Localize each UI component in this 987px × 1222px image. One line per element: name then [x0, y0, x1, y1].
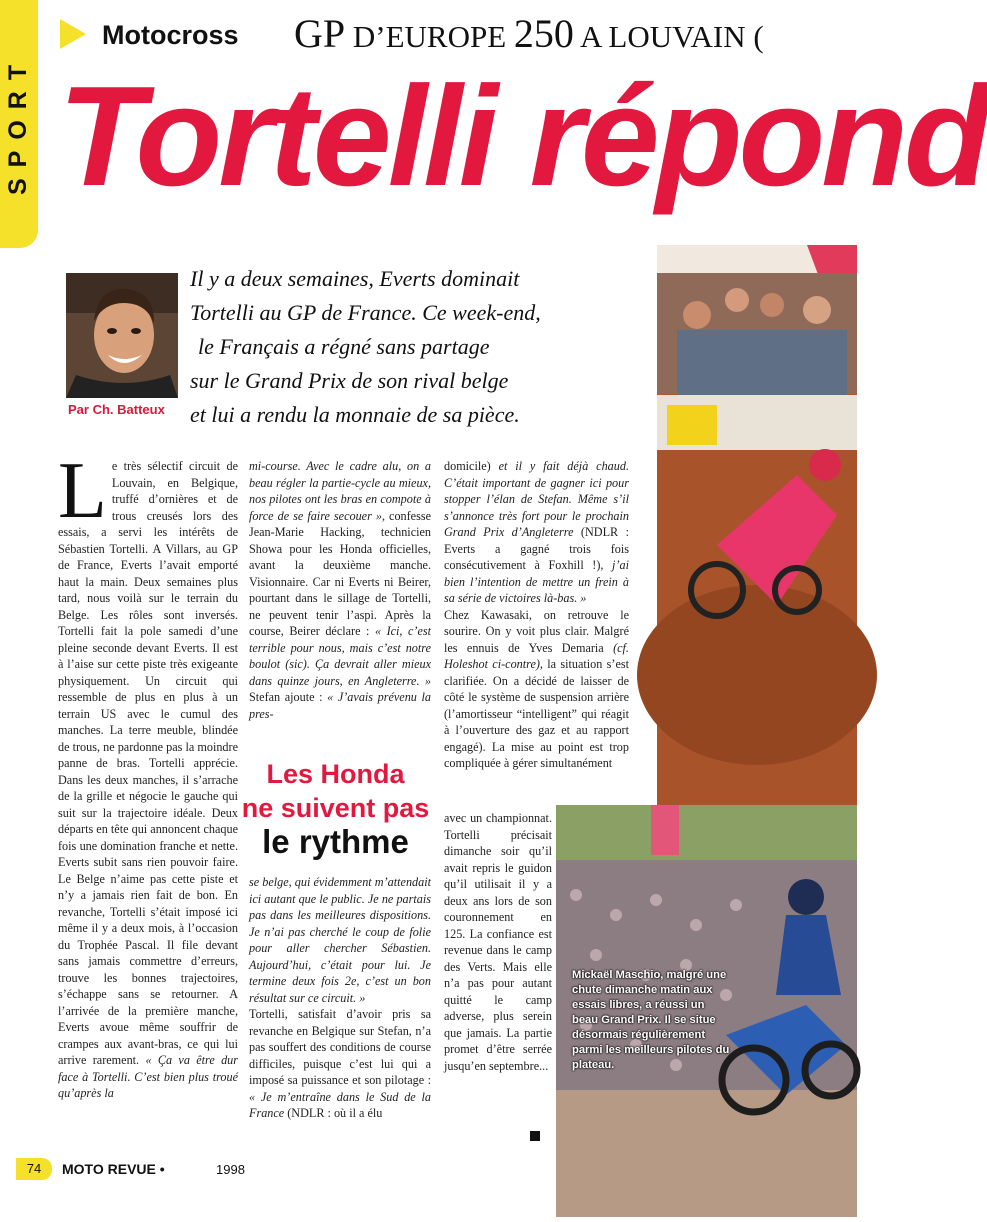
quote-text: et il y fait déjà chaud. C’était important de gagner ici pour stopper l’élan de Stefan. Même s’il s’annonce très fort pour le prochain Grand Prix d’Angleterre	[444, 459, 629, 539]
body-column-2	[249, 458, 431, 753]
body-text: Tortelli, satisfait d’avoir pris sa revanche en Belgique sur Stefan, n’a pas souffert des conditions de course difficiles, puisque c’est lui qui a imposé sa puissance et son pilotage :	[249, 1007, 431, 1087]
subheading-line: ne suivent pas	[241, 793, 430, 823]
end-mark-icon	[530, 1131, 540, 1141]
quote-text: « Je m’entraîne dans le Sud de la France	[249, 1089, 431, 1120]
body-text: , confesse Jean-Marie Hacking, technicien Showa pour les Honda officielles, avant la deuxième manche. Visionnaire. Car ni Everts ni Beirer, pourtant dans le sillage de Tortelli, ne peuvent tenir l’aspi. Après la course, Beirer déclare :	[249, 508, 431, 638]
quote-text: se belge, qui évidemment m’attendait ici autant que le public. Je ne partais pas dans les meilleures dispositions. Je n’ai pas cherché le coup de folie pour aller chercher Sébastien. Aujourd’hui, c’était pour lui. Je termine deux fois 2e, c’est un bon résultat sur ce circuit. »	[249, 875, 431, 1005]
body-text: (NDLR : Everts a gagné trois fois consécutivement à Foxhill !),	[444, 525, 629, 572]
author-portrait	[66, 273, 178, 398]
kicker-part: D’EUROPE	[345, 19, 514, 54]
quote-text: « Ça va être dur face à Tortelli. C’est bien plus troué qu’après la	[58, 1053, 238, 1100]
rubric-arrow-icon	[60, 19, 86, 49]
rubric-label: Motocross	[102, 20, 239, 50]
section-tab	[0, 0, 38, 248]
subheading-line: Les Honda	[266, 759, 405, 789]
headline: Tortelli répond	[58, 57, 987, 216]
magazine-name: MOTO REVUE •	[62, 1161, 165, 1177]
body-text: domicile)	[444, 459, 491, 473]
body-column-1	[58, 447, 238, 1148]
section-tab-label: SPORT	[4, 53, 32, 195]
lead-line: le Français a régné sans partage	[198, 334, 490, 359]
quote-text: (cf. Holeshot ci-contre)	[444, 640, 629, 671]
body-text: , la situation s’est clarifiée. On a décidé de laisser de côté le système de suspension arrière (l’amortisseur “intelligent” qui réagit à l’ouverture des gaz et au rapport engagé). La mise au point est trop compliquée à gérer simultanément	[444, 657, 629, 770]
subheading	[233, 757, 438, 859]
kicker-title	[294, 10, 764, 57]
body-text: (NDLR : où il a élu	[284, 1106, 383, 1120]
kicker-part: 250	[513, 11, 574, 56]
page-number: 74	[16, 1158, 52, 1180]
quote-text: « J’avais prévenu la pres-	[249, 690, 431, 721]
kicker-part: A LOUVAIN (	[573, 19, 764, 54]
drop-cap: L	[58, 447, 107, 535]
subheading-line: le rythme	[262, 823, 409, 860]
body-text: e très sélectif circuit de Louvain, en Belgique, truffé d’ornières et de trous creusés lors des essais, a servi les intérêts de Sébastien Tortelli. A Villars, au GP de France, Everts l’avait emporté haut la main. Deux semaines plus tard, nous voilà sur le terrain du Belge. Les rôles sont inversés. Tortelli fait la pole samedi d’une pleine seconde devant Everts. Il est à l’aise sur cette piste très exigeante physiquement. Un circuit qui ressemble de plus en plus à un terrain US avec le cumul des manches. La terre meuble, blindée de trous, ne pardonne pas la moindre panne de bras. Tortelli apprécie. Dans les deux manches, il s’arrache de la grille et négocie le gauche qui suit sur la trajectoire idéale. Deux départs en tête qui annoncent chaque fois une domination franche et nette. Everts subit sans rien pouvoir faire. Le Belge n’aime pas cette piste et n’y a jamais rien fait de bon. En revanche, Tortelli s’était imposé ici même il y a deux mois, à l’occasion du Trophée Pascal. Il file devant sans jamais commettre d’erreurs, trouve les bonnes trajectoires, s’échappe sans se retourner. A l’arrivée de la première manche, Everts avoue même souffrir de crampes aux avant-bras, ce qui lui arrive rarement.	[58, 459, 238, 1067]
photo-caption: Mickaël Maschio, malgré une chute dimanche matin aux essais libres, a réussi un beau Grand Prix. Il se situe désormais régulièrement parmi les meilleurs pilotes du plateau.	[572, 969, 730, 1071]
lead-line: Il y a deux semaines, Everts dominait	[190, 266, 520, 291]
body-text: Chez Kawasaki, on retrouve le sourire. On y voit plus clair. Malgré les ennuis de Yves Demaria	[444, 607, 629, 655]
body-column-3-continued: avec un championnat. Tortelli précisait dimanche soir qu’il avait repris le guidon qu’il utilisait il y a deux ans lors de son couronnement en 125. La confiance est revenue dans le camp des Verts. Mais elle n’a pas pour autant quitté le camp adverse, plus serein que jamais. La partie promet d’être serrée jusqu’en septembre...	[444, 811, 552, 1073]
quote-text: « Ici, c’est terrible pour nous, mais c’est notre boulot (sic). Ça devrait aller mieux dans quinze jours, en Angleterre. »	[249, 624, 432, 688]
race-photo-tortelli	[657, 245, 857, 805]
body-column-3	[444, 458, 629, 808]
lead-paragraph	[190, 262, 600, 432]
byline: Par Ch. Batteux	[68, 402, 165, 417]
lead-line: et lui a rendu la monnaie de sa pièce.	[190, 402, 520, 427]
body-column-2-continued	[249, 874, 431, 1149]
lead-line: Tortelli au GP de France. Ce week-end,	[190, 300, 541, 325]
kicker-part: GP	[294, 11, 346, 56]
body-text: Stefan ajoute :	[249, 690, 323, 704]
issue-year: 1998	[216, 1162, 245, 1177]
quote-text: j’ai bien l’intention de mettre un frein à sa série de victoires là-bas. »	[444, 558, 629, 605]
quote-text: mi-course. Avec le cadre alu, on a beau régler la partie-cycle au mieux, nos pilotes ont les bras en compote à force de se faire secouer »	[249, 459, 431, 523]
lead-line: sur le Grand Prix de son rival belge	[190, 368, 509, 393]
